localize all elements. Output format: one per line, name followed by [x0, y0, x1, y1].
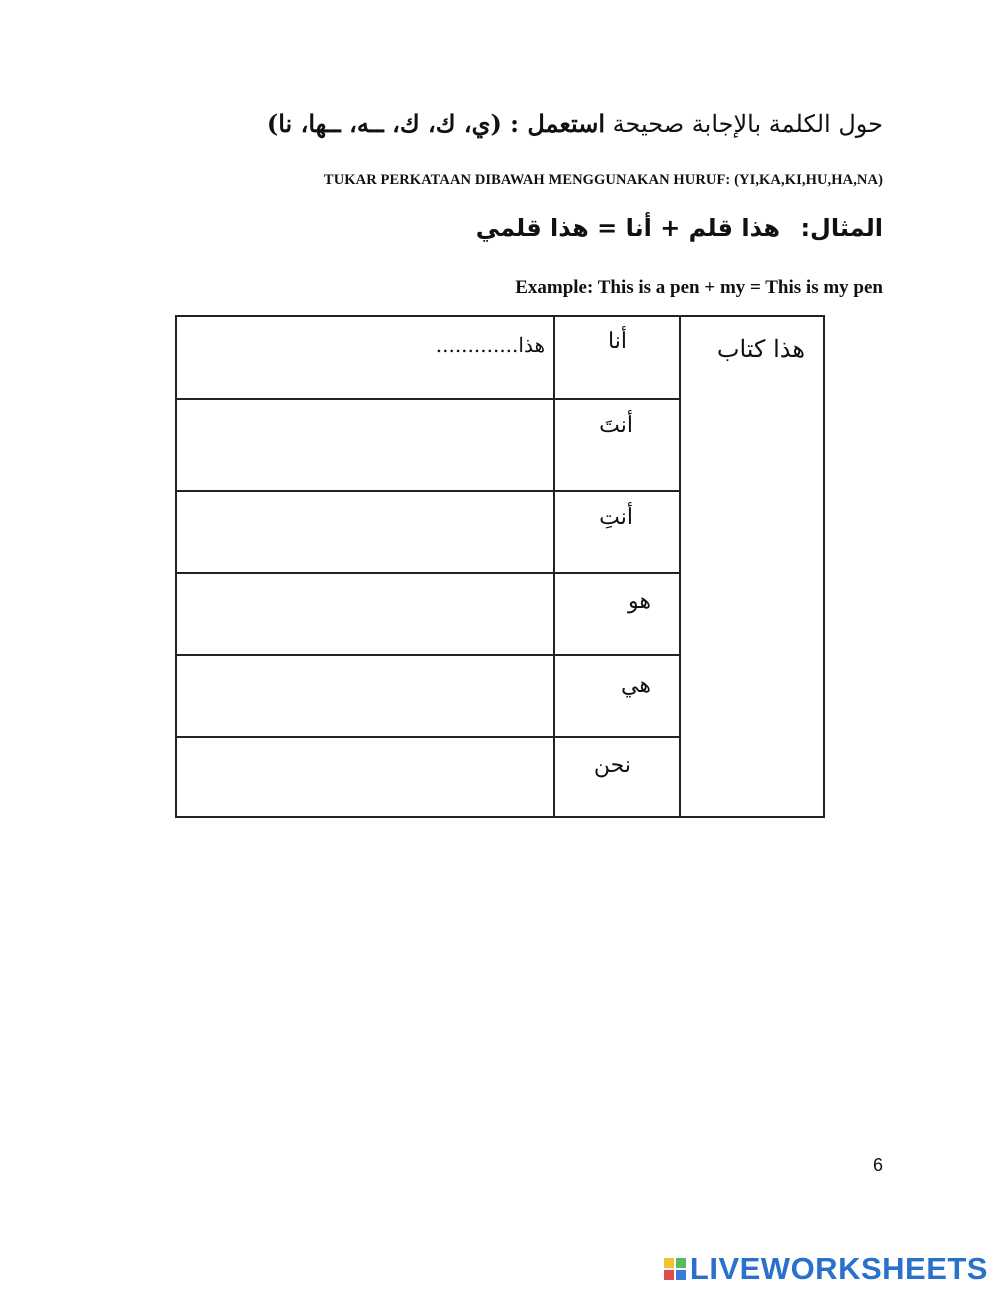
table-divider-horizontal [177, 490, 681, 492]
example-arabic-text: هذا قلم + أنا = هذا قلمي [475, 214, 781, 242]
pronoun-cell: أنتِ [599, 505, 633, 530]
page-number: 6 [872, 1155, 883, 1175]
answer-field[interactable] [323, 417, 663, 477]
answer-field[interactable] [323, 673, 663, 733]
pronoun-cell: أنا [608, 329, 627, 354]
pronoun-cell: أنتَ [599, 413, 633, 438]
liveworksheets-wordmark: LIVEWORKSHEETS [689, 1251, 988, 1286]
table-divider-horizontal [177, 572, 681, 574]
example-arabic [476, 208, 883, 248]
example-arabic-label: المثال: [800, 214, 883, 242]
table-divider-horizontal [177, 654, 681, 656]
answer-field[interactable] [323, 591, 663, 651]
table-divider-horizontal [177, 398, 681, 400]
instruction-arabic-prefix: حول الكلمة بالإجابة صحيحة [612, 110, 883, 138]
instruction-arabic [183, 104, 883, 144]
instruction-malay: TUKAR PERKATAAN DIBAWAH MENGGUNAKAN HURUF: (YI,KA,KI,HU,HA,NA) [323, 172, 883, 188]
example-english: Example: This is a pen + my = This is my pen [515, 277, 883, 298]
exercise-table [175, 315, 825, 818]
liveworksheets-logo-icon [664, 1258, 686, 1280]
answer-field[interactable]: هذا............. [435, 333, 545, 357]
table-divider-horizontal [177, 736, 681, 738]
answer-field[interactable] [323, 755, 663, 811]
answer-field[interactable] [323, 509, 663, 569]
liveworksheets-brand[interactable] [664, 1250, 988, 1288]
pronoun-cell: نحن [593, 753, 631, 778]
pronoun-cell: هو [628, 589, 651, 614]
instruction-arabic-bold: استعمل : (ي، ك، ك، ــه، ــها، نا) [266, 109, 606, 138]
base-phrase: هذا كتاب [716, 335, 805, 363]
pronoun-cell: هي [621, 673, 651, 698]
table-divider-vertical [679, 317, 681, 816]
